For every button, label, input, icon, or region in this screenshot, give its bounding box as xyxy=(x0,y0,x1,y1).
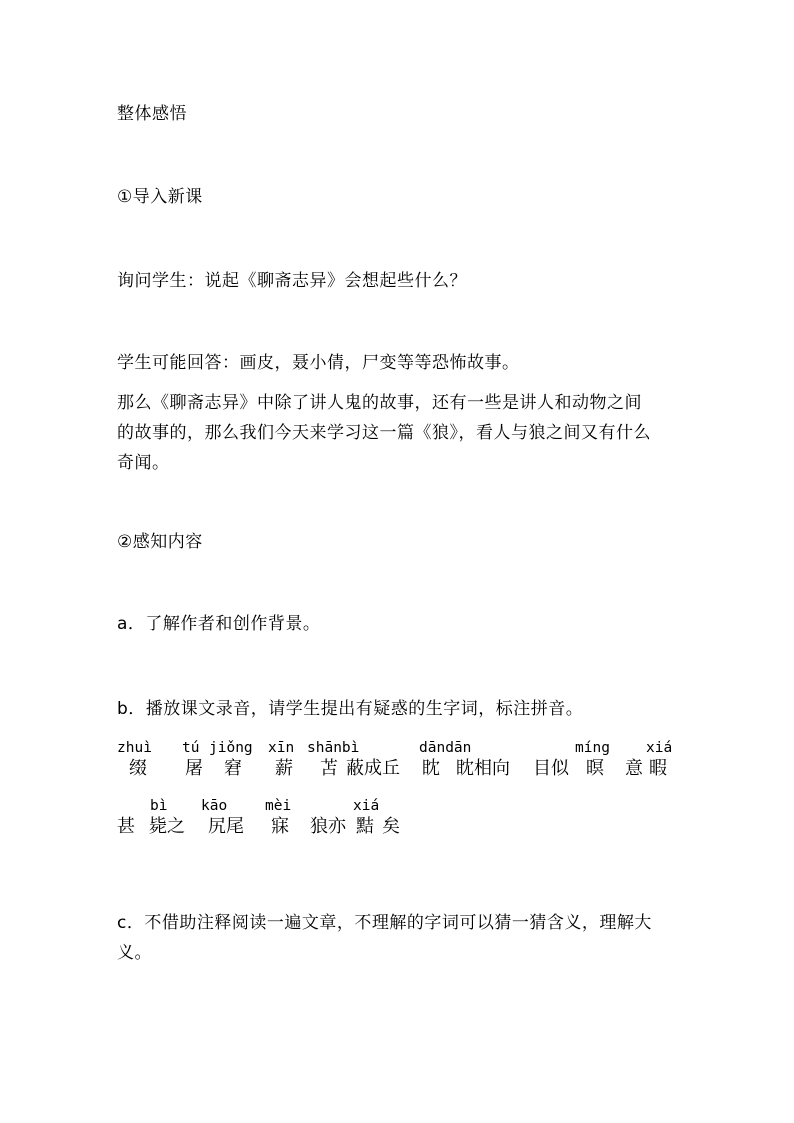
vocab-character: 寐 xyxy=(271,816,289,837)
pinyin-annotation: xiá xyxy=(353,798,380,814)
vocab-character: 矣 xyxy=(382,816,400,837)
section-title-perceive: ②感知内容 xyxy=(117,532,203,552)
pinyin-annotation: kāo xyxy=(201,798,228,814)
vocab-row-2 xyxy=(117,798,687,850)
pinyin-annotation: bì xyxy=(150,798,168,814)
vocab-character: 眈相向 xyxy=(456,758,510,779)
pinyin-annotation: mèi xyxy=(265,798,292,814)
vocab-character: 窘 xyxy=(224,758,242,779)
vocab-character: 甚 xyxy=(117,816,135,837)
pinyin-annotation: shānbì xyxy=(307,740,360,756)
intro-paragraph-line: 奇闻。 xyxy=(117,453,170,473)
item-a: a．了解作者和创作背景。 xyxy=(117,614,321,634)
vocab-character: 缀 xyxy=(129,758,147,779)
item-b: b．播放课文录音，请学生提出有疑惑的生字词，标注拼音。 xyxy=(117,699,584,719)
intro-paragraph-line: 的故事的，那么我们今天来学习这一篇《狼》，看人与狼之间又有什么 xyxy=(117,423,651,443)
item-c-line: c．不借助注释阅读一遍文章，不理解的字词可以猜一猜含义，理解大 xyxy=(117,913,652,933)
intro-paragraph-line: 那么《聊斋志异》中除了讲人鬼的故事，还有一些是讲人和动物之间 xyxy=(117,393,642,413)
pinyin-annotation: jiǒng xyxy=(209,740,253,756)
pinyin-annotation: míng xyxy=(575,740,610,756)
vocab-character: 暇 xyxy=(649,758,667,779)
pinyin-annotation: zhuì xyxy=(117,740,152,756)
pinyin-annotation: xiá xyxy=(646,740,673,756)
vocab-character: 眈 xyxy=(422,758,440,779)
vocab-character: 蔽成丘 xyxy=(346,758,400,779)
section-title-intro: ①导入新课 xyxy=(117,187,203,207)
vocab-character: 目似 xyxy=(533,758,569,779)
intro-paragraph xyxy=(117,388,685,478)
vocab-row-1 xyxy=(117,740,687,792)
vocab-character: 苫 xyxy=(320,758,338,779)
vocab-character: 尻尾 xyxy=(208,816,244,837)
item-c-line: 义。 xyxy=(117,943,152,963)
vocab-character: 狼亦 xyxy=(310,816,346,837)
heading-overall: 整体感悟 xyxy=(117,104,187,124)
vocab-character: 屠 xyxy=(185,758,203,779)
vocab-character: 毙之 xyxy=(149,816,185,837)
question-text: 询问学生：说起《聊斋志异》会想起些什么？ xyxy=(117,271,467,291)
pinyin-annotation: xīn xyxy=(268,740,295,756)
vocab-character: 薪 xyxy=(275,758,293,779)
vocab-character: 意 xyxy=(625,758,643,779)
pinyin-annotation: dāndān xyxy=(419,740,472,756)
pinyin-annotation: tú xyxy=(182,740,200,756)
vocab-character: 黠 xyxy=(356,816,374,837)
vocab-character: 暝 xyxy=(586,758,604,779)
item-c xyxy=(117,908,685,968)
answer-text: 学生可能回答：画皮，聂小倩，尸变等等恐怖故事。 xyxy=(117,353,520,373)
